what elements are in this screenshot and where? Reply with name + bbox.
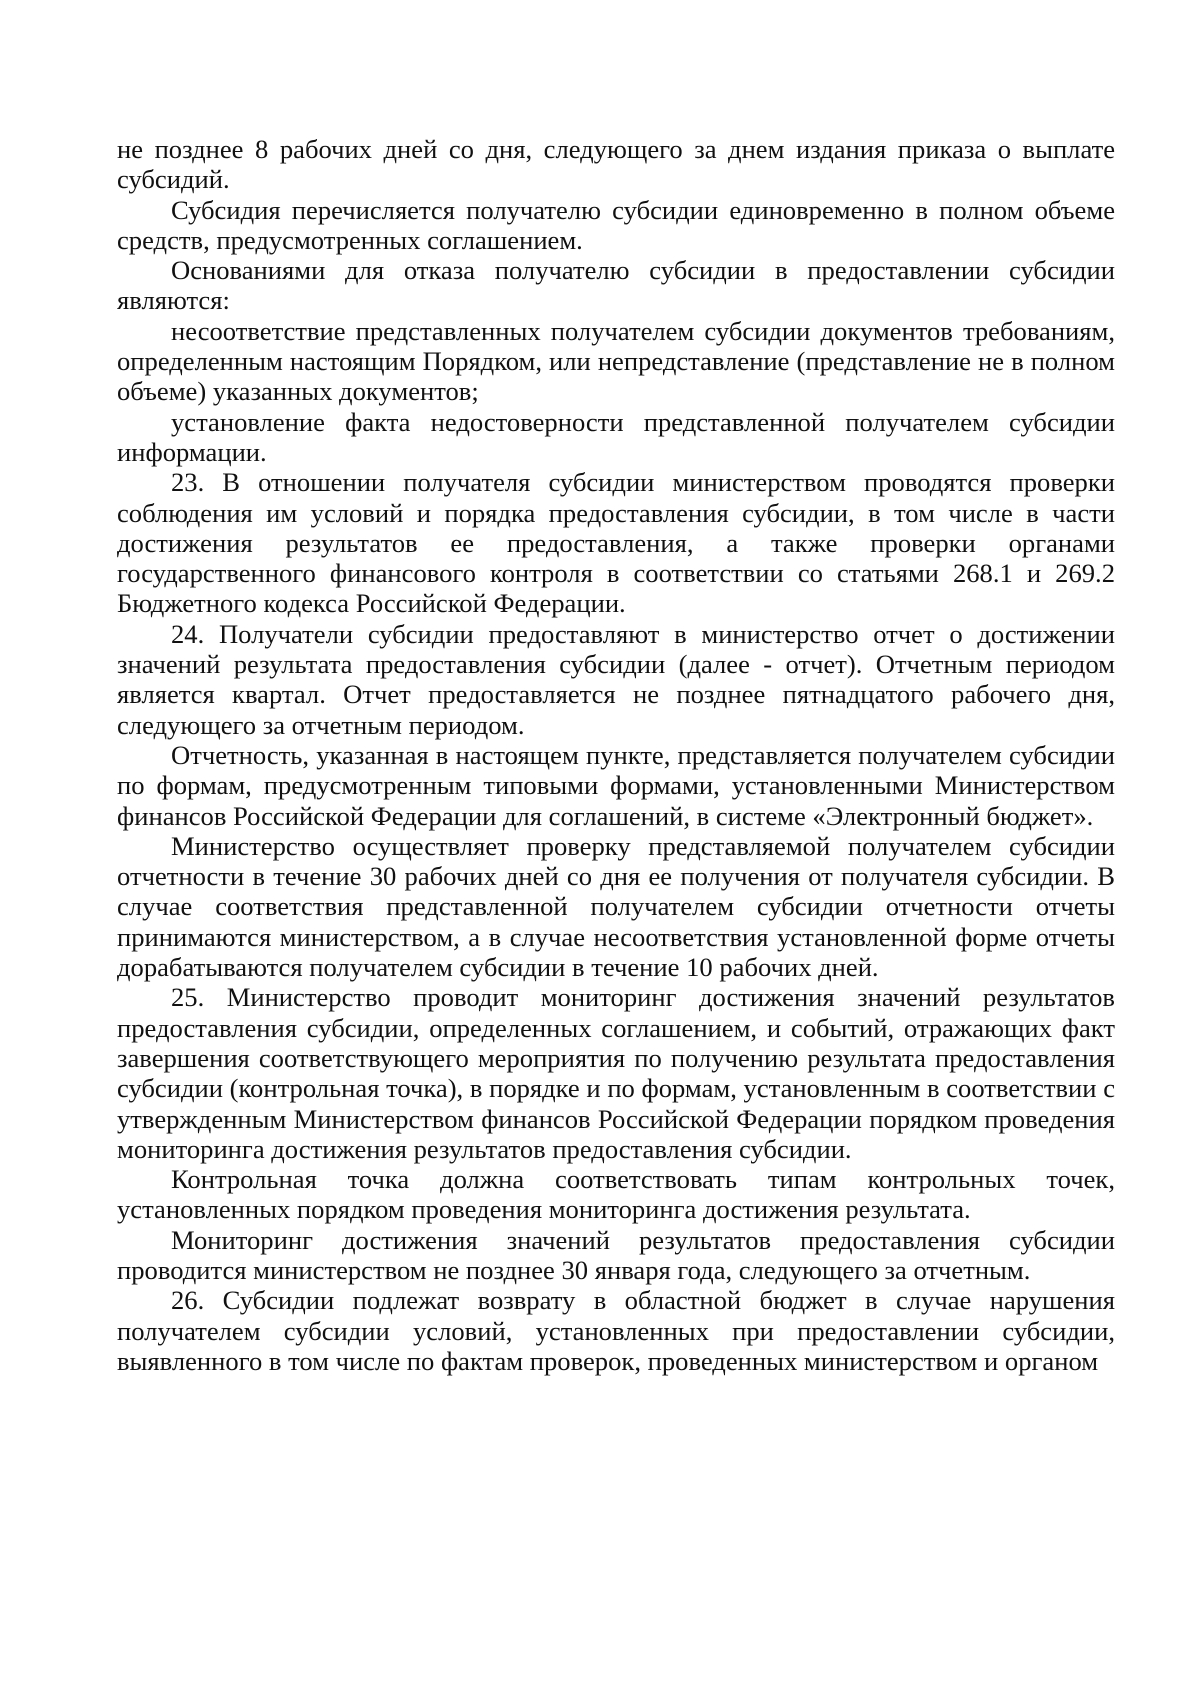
document-page [117, 134, 1115, 1376]
paragraph-subsidy-transfer: Субсидия перечисляется получателю субсидии единовременно в полном объеме средств, предусмотренных соглашением. [117, 194, 1115, 255]
paragraph-refusal-grounds: Основаниями для отказа получателю субсидии в предоставлении субсидии являются: [117, 255, 1115, 316]
paragraph-monitoring-deadline: Мониторинг достижения значений результатов предоставления субсидии проводится министерством не позднее 30 января года, следующего за отчетным. [117, 1224, 1115, 1285]
paragraph-refusal-inaccuracy: установление факта недостоверности представленной получателем субсидии информации. [117, 406, 1115, 467]
paragraph-clause-24: 24. Получатели субсидии предоставляют в министерство отчет о достижении значений результата предоставления субсидии (далее - отчет). Отчетным периодом является квартал. Отчет предоставляется не позднее пятнадцатого рабочего дня, следующего за отчетным периодом. [117, 618, 1115, 740]
paragraph-reporting-forms: Отчетность, указанная в настоящем пункте, представляется получателем субсидии по формам, предусмотренным типовыми формами, установленными Министерством финансов Российской Федерации для соглашений, в системе «Электронный бюджет». [117, 739, 1115, 831]
paragraph-control-point: Контрольная точка должна соответствовать типам контрольных точек, установленных порядком проведения мониторинга достижения результата. [117, 1164, 1115, 1225]
paragraph-clause-26: 26. Субсидии подлежат возврату в областной бюджет в случае нарушения получателем субсидии условий, установленных при предоставлении субсидии, выявленного в том числе по фактам проверок, проведенных министерством и органом [117, 1285, 1115, 1376]
paragraph-report-verification: Министерство осуществляет проверку представляемой получателем субсидии отчетности в течение 30 рабочих дней со дня ее получения от получателя субсидии. В случае соответствия представленной получателем субсидии отчетности отчеты принимаются министерством, а в случае несоответствия установленной форме отчеты дорабатываются получателем субсидии в течение 10 рабочих дней. [117, 830, 1115, 983]
paragraph-continuation: не позднее 8 рабочих дней со дня, следующего за днем издания приказа о выплате субсидий. [117, 134, 1115, 195]
paragraph-clause-23: 23. В отношении получателя субсидии министерством проводятся проверки соблюдения им условий и порядка предоставления субсидии, в том числе в части достижения результатов ее предоставления, а также проверки органами государственного финансового контроля в соответствии со статьями 268.1 и 269.2 Бюджетного кодекса Российской Федерации. [117, 467, 1115, 619]
paragraph-refusal-nonconformity: несоответствие представленных получателем субсидии документов требованиям, определенным настоящим Порядком, или непредставление (представление не в полном объеме) указанных документов; [117, 315, 1115, 407]
paragraph-clause-25: 25. Министерство проводит мониторинг достижения значений результатов предоставления субсидии, определенных соглашением, и событий, отражающих факт завершения соответствующего мероприятия по получению результата предоставления субсидии (контрольная точка), в порядке и по формам, установленным в соответствии с утвержденным Министерством финансов Российской Федерации порядком проведения мониторинга достижения результатов предоставления субсидии. [117, 982, 1115, 1164]
